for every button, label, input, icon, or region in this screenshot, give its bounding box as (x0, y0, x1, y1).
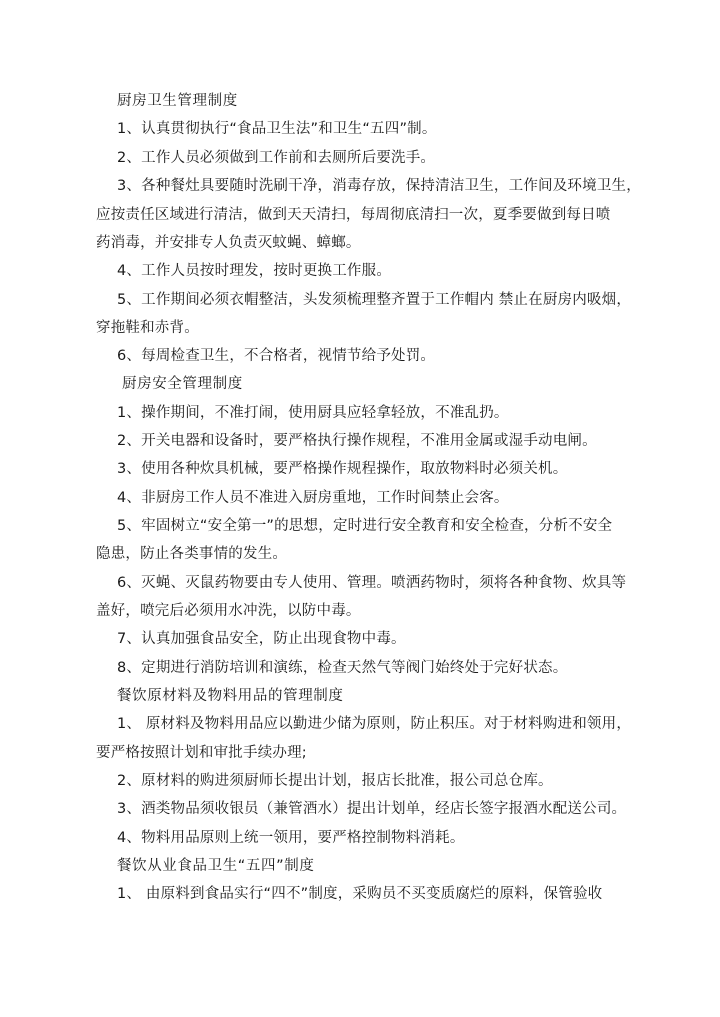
paragraph-line: 3、酒类物品须收银员（兼管酒水）提出计划单，经店长签字报酒水配送公司。 (117, 801, 627, 817)
paragraph-line: 1、认真贯彻执行“食品卫生法”和卫生“五四”制。 (117, 121, 437, 137)
paragraph-line: 6、每周检查卫生，不合格者，视情节给予处罚。 (117, 348, 436, 364)
paragraph-line: 4、工作人员按时理发，按时更换工作服。 (117, 263, 392, 279)
paragraph-line: 2、工作人员必须做到工作前和去厕所后要洗手。 (117, 150, 436, 166)
paragraph-line: 5、牢固树立“安全第一”的思想，定时进行安全教育和安全检查，分析不安全 (117, 518, 613, 534)
paragraph-line: 6、灭蝇、灭鼠药物要由专人使用、管理。喷洒药物时，须将各种食物、炊具等 (117, 575, 627, 591)
section-heading-materials-management: 餐饮原材料及物料用品的管理制度 (117, 688, 344, 704)
paragraph-line: 穿拖鞋和赤背。 (96, 320, 199, 336)
paragraph-line: 3、各种餐灶具要随时洗刷干净，消毒存放，保持清洁卫生，工作间及环境卫生， (117, 178, 641, 194)
paragraph-line: 1、操作期间，不准打闹，使用厨具应轻拿轻放，不准乱扔。 (117, 405, 509, 421)
section-heading-food-hygiene-54: 餐饮从业食品卫生“五四”制度 (117, 858, 315, 874)
paragraph-line: 药消毒，并安排专人负责灭蚊蝇、蟑螂。 (96, 235, 361, 251)
paragraph-line: 2、原材料的购进须厨师长提出计划，报店长批准，报公司总仓库。 (117, 773, 553, 789)
paragraph-line: 3、使用各种炊具机械，要严格操作规程操作，取放物料时必须关机。 (117, 461, 568, 477)
section-heading-kitchen-safety: 厨房安全管理制度 (122, 376, 243, 392)
paragraph-line: 应按责任区域进行清洁，做到天天清扫，每周彻底清扫一次，夏季要做到每日喷 (96, 207, 611, 223)
paragraph-line: 隐患，防止各类事情的发生。 (96, 546, 288, 562)
paragraph-line: 4、物料用品原则上统一领用，要严格控制物料消耗。 (117, 830, 465, 846)
paragraph-line: 8、定期进行消防培训和演练，检查天然气等阀门始终处于完好状态。 (117, 660, 568, 676)
paragraph-line: 盖好，喷完后必须用水冲洗，以防中毒。 (96, 603, 361, 619)
paragraph-line: 4、非厨房工作人员不准进入厨房重地，工作时间禁止会客。 (117, 490, 509, 506)
paragraph-line: 7、认真加强食品安全，防止出现食物中毒。 (117, 631, 406, 647)
paragraph-line: 5、工作期间必须衣帽整洁，头发须梳理整齐置于工作帽内 禁止在厨房内吸烟， (117, 292, 632, 308)
section-heading-kitchen-hygiene: 厨房卫生管理制度 (117, 93, 238, 109)
paragraph-line: 要严格按照计划和审批手续办理; (96, 745, 307, 761)
paragraph-line: 1、 由原料到食品实行“四不”制度，采购员不买变质腐烂的原料，保管验收 (117, 886, 603, 902)
paragraph-line: 1、 原材料及物料用品应以勤进少储为原则，防止积压。对于材料购进和领用， (117, 716, 632, 732)
paragraph-line: 2、开关电器和设备时，要严格执行操作规程，不准用金属或湿手动电闸。 (117, 433, 597, 449)
